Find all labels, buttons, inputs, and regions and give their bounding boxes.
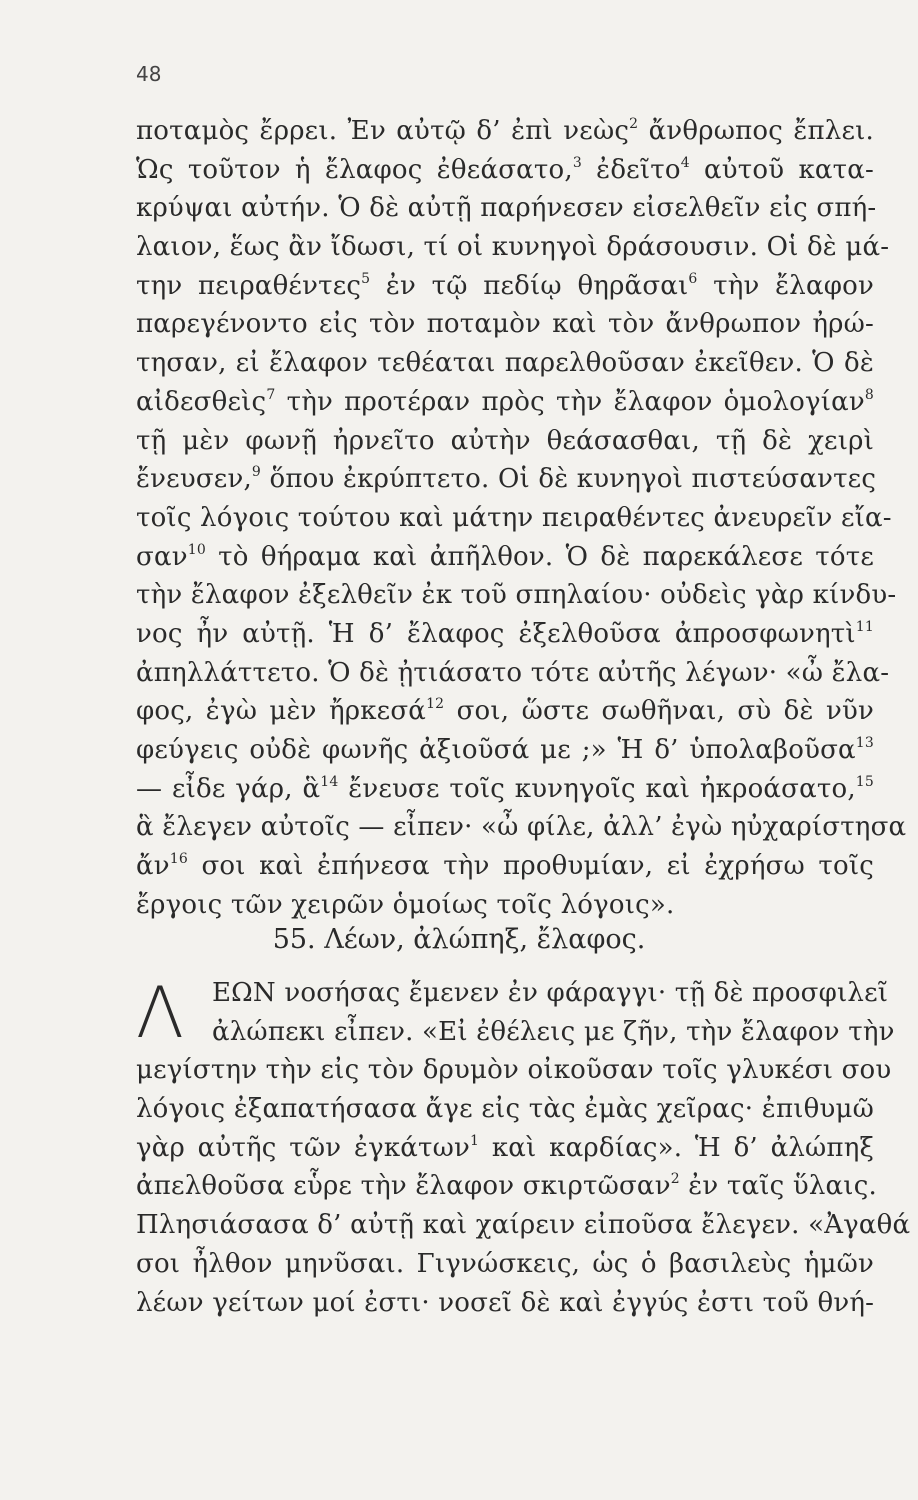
footnote-marker: 7 bbox=[266, 386, 276, 403]
story-54-text bbox=[136, 112, 907, 924]
text-run: αὐτοῦ κατα- bbox=[689, 154, 874, 185]
text-line bbox=[136, 692, 874, 731]
text-line bbox=[136, 112, 874, 151]
text-line bbox=[136, 499, 892, 538]
footnote-marker: 12 bbox=[426, 696, 445, 713]
text-run: ἔργοις τῶν χειρῶν ὁμοίως τοῖς λόγοις». bbox=[136, 889, 675, 920]
text-line bbox=[136, 808, 907, 847]
text-run: σοι ἦλθον μηνῦσαι. Γιγνώσκεις, ὡς ὁ βασιλεὺς ἡμῶν bbox=[136, 1248, 874, 1279]
text-run: κρύψαι αὐτήν. Ὁ δὲ αὐτῇ παρήνεσεν εἰσελθεῖν εἰς σπή- bbox=[136, 193, 877, 224]
text-line bbox=[136, 1013, 895, 1052]
text-line bbox=[136, 228, 890, 267]
text-line bbox=[136, 615, 874, 654]
story-55-block bbox=[136, 972, 911, 1322]
text-run: ποταμὸς ἔρρει. Ἐν αὐτῷ δ’ ἐπὶ νεὼς bbox=[136, 116, 630, 146]
page-number: 48 bbox=[136, 62, 162, 86]
footnote-marker: 1 bbox=[470, 1132, 480, 1149]
text-run: τῇ μὲν φωνῇ ἠρνεῖτο αὐτὴν θεάσασθαι, τῇ δὲ χειρὶ bbox=[136, 425, 874, 456]
text-run: ἀπελθοῦσα εὗρε τὴν ἔλαφον σκιρτῶσαν bbox=[136, 1171, 671, 1202]
text-run: φος, ἐγὼ μὲν ἤρκεσά bbox=[136, 696, 427, 727]
text-run: σοι καὶ ἐπήνεσα τὴν προθυμίαν, εἰ ἐχρήσω τοῖς bbox=[187, 851, 874, 882]
text-line bbox=[136, 383, 874, 422]
footnote-marker: 11 bbox=[855, 618, 874, 635]
text-run: τοῖς λόγοις τούτου καὶ μάτην πειραθέντες ἀνευρεῖν εἴα- bbox=[136, 502, 892, 533]
text-run: Ὡς τοῦτον ἡ ἔλαφος ἐθεάσατο, bbox=[136, 154, 573, 185]
text-run: ἃ ἔλεγεν αὐτοῖς — εἶπεν· «ὦ φίλε, ἀλλ’ ἐγὼ ηὐχαρίστησα bbox=[136, 812, 907, 843]
text-run: ἄν bbox=[136, 851, 170, 882]
text-line bbox=[136, 422, 874, 461]
text-run: φεύγεις οὐδὲ φωνῆς ἀξιοῦσά με ;» Ἡ δ’ ὑπολαβοῦσα bbox=[136, 735, 856, 765]
text-line bbox=[136, 974, 889, 1013]
text-run: σαν bbox=[136, 541, 188, 572]
text-line bbox=[136, 1245, 874, 1284]
text-run: την πειραθέντες bbox=[136, 270, 362, 301]
text-run: τὸ θήραμα καὶ ἀπῆλθον. Ὁ δὲ παρεκάλεσε τότε bbox=[205, 541, 874, 572]
text-run: σοι, ὥστε σωθῆναι, σὺ δὲ νῦν bbox=[444, 696, 874, 727]
footnote-marker: 8 bbox=[864, 386, 874, 403]
text-line bbox=[136, 1090, 874, 1129]
text-run: γὰρ αὐτῆς τῶν ἐγκάτων bbox=[136, 1132, 471, 1163]
text-line bbox=[136, 654, 890, 693]
text-line bbox=[136, 886, 874, 925]
text-line bbox=[136, 1206, 911, 1245]
text-line bbox=[136, 151, 874, 190]
text-run: παρεγένοντο εἰς τὸν ποταμὸν καὶ τὸν ἄνθρωπον ἠρώ- bbox=[136, 309, 874, 340]
text-run: τὴν ἔλαφον ἐξελθεῖν ἐκ τοῦ σπηλαίου· οὐδεὶς γὰρ κίνδυ- bbox=[136, 580, 897, 611]
drop-capital: Λ bbox=[136, 972, 184, 1054]
text-run: ΕΩΝ νοσήσας ἔμενεν ἐν φάραγγι· τῇ δὲ προσφιλεῖ bbox=[212, 978, 889, 1008]
text-line bbox=[136, 1051, 892, 1090]
section-heading: 55. Λέων, ἀλώπηξ, ἔλαφος. bbox=[272, 924, 646, 955]
text-line bbox=[136, 1167, 877, 1206]
footnote-marker: 13 bbox=[855, 735, 874, 751]
footnote-marker: 2 bbox=[670, 1171, 680, 1188]
text-run: νος ἦν αὐτῇ. Ἡ δ’ ἔλαφος ἐξελθοῦσα ἀπροσφωνητὶ bbox=[136, 618, 856, 649]
footnote-marker: 3 bbox=[572, 154, 582, 171]
text-line bbox=[136, 538, 874, 577]
text-line bbox=[136, 847, 874, 886]
footnote-marker: 14 bbox=[320, 773, 339, 790]
text-run: ἐν τῷ πεδίῳ θηρᾶσαι bbox=[370, 270, 689, 301]
text-run: Πλησιάσασα δ’ αὐτῇ καὶ χαίρειν εἰποῦσα ἔλεγεν. «Ἀγαθά bbox=[136, 1210, 911, 1241]
footnote-marker: 10 bbox=[187, 541, 206, 558]
footnote-marker: 15 bbox=[855, 773, 874, 790]
text-line bbox=[136, 770, 874, 809]
footnote-marker: 4 bbox=[680, 154, 690, 171]
text-line bbox=[136, 731, 874, 770]
text-run: λόγοις ἐξαπατήσασα ἄγε εἰς τὰς ἐμὰς χεῖρας· ἐπιθυμῶ bbox=[136, 1094, 874, 1125]
text-run: μεγίστην τὴν εἰς τὸν δρυμὸν οἰκοῦσαν τοῖς γλυκέσι σου bbox=[136, 1055, 892, 1086]
text-run: ἐν ταῖς ὕλαις. bbox=[679, 1171, 877, 1202]
story-55-text bbox=[136, 974, 911, 1322]
text-run: ἔνευσε τοῖς κυνηγοῖς καὶ ἠκροάσατο, bbox=[338, 773, 856, 804]
text-line bbox=[136, 576, 897, 615]
text-run: ἄνθρωπος ἔπλει. bbox=[638, 116, 875, 146]
footnote-marker: 2 bbox=[629, 116, 639, 132]
footnote-marker: 16 bbox=[169, 851, 188, 868]
text-line bbox=[136, 305, 874, 344]
text-run: ὅπου ἐκρύπτετο. Οἱ δὲ κυνηγοὶ πιστεύσαντες bbox=[261, 464, 877, 495]
text-run: αἰδεσθεὶς bbox=[136, 386, 267, 417]
text-line bbox=[136, 267, 874, 306]
text-run: τησαν, εἰ ἔλαφον τεθέαται παρελθοῦσαν ἐκεῖθεν. Ὁ δὲ bbox=[136, 348, 874, 379]
text-run: λέων γείτων μοί ἐστι· νοσεῖ δὲ καὶ ἐγγύς ἐστι τοῦ θνή- bbox=[136, 1287, 875, 1318]
text-run: ἀλώπεκι εἶπεν. «Εἰ ἐθέλεις με ζῆν, τὴν ἔλαφον τὴν bbox=[212, 1016, 895, 1047]
text-line bbox=[136, 460, 877, 499]
text-run: τὴν ἔλαφον bbox=[697, 270, 874, 301]
text-line bbox=[136, 189, 877, 228]
text-run: καὶ καρδίας». Ἡ δ’ ἀλώπηξ bbox=[479, 1132, 875, 1163]
text-run: λαιον, ἕως ἂν ἴδωσι, τί οἱ κυνηγοὶ δράσουσιν. Οἱ δὲ μά- bbox=[136, 232, 890, 263]
text-line bbox=[136, 1284, 874, 1323]
text-line bbox=[136, 1129, 874, 1168]
text-run: ἐδεῖτο bbox=[581, 154, 681, 185]
text-run: τὴν προτέραν πρὸς τὴν ἔλαφον ὁμολογίαν bbox=[275, 386, 865, 417]
footnote-marker: 5 bbox=[361, 270, 371, 287]
footnote-marker: 6 bbox=[688, 270, 698, 287]
text-line bbox=[136, 344, 874, 383]
text-run: ἔνευσεν, bbox=[136, 464, 252, 495]
text-run: — εἶδε γάρ, ἃ bbox=[136, 773, 321, 804]
footnote-marker: 9 bbox=[251, 464, 262, 481]
text-run: ἀπηλλάττετο. Ὁ δὲ ᾐτιάσατο τότε αὐτῆς λέγων· «ὦ ἔλα- bbox=[136, 657, 890, 688]
